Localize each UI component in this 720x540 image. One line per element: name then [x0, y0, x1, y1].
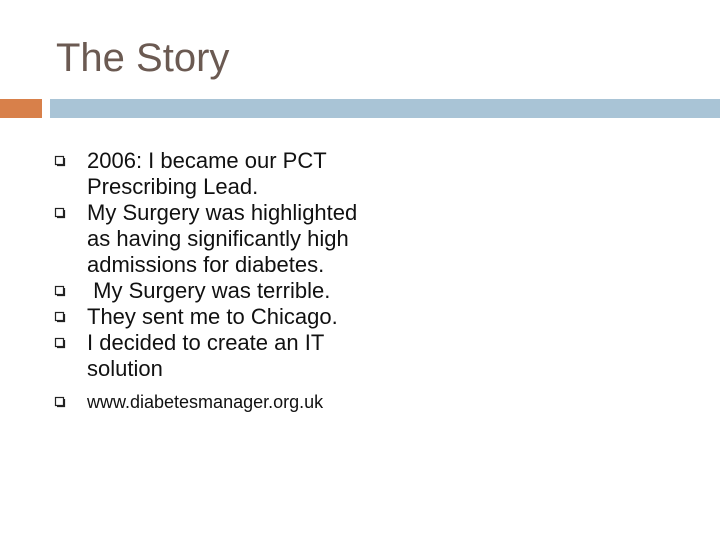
bullet-text: 2006: I became our PCT Prescribing Lead. [87, 148, 327, 199]
hollow-square-bullet-icon [54, 155, 66, 167]
hollow-square-bullet-icon [54, 337, 66, 349]
sub-bullet-item [54, 391, 384, 413]
bullet-item [54, 304, 384, 330]
bullet-list [54, 148, 384, 413]
slide-title: The Story [56, 36, 230, 80]
bullet-text: I decided to create an IT solution [87, 330, 324, 381]
bullet-item [54, 330, 384, 382]
hollow-square-bullet-icon [54, 311, 66, 323]
bullet-text: My Surgery was highlighted as having significantly high admissions for diabetes. [87, 200, 358, 277]
bullet-text: My Surgery was terrible. [87, 278, 331, 303]
bullet-text: They sent me to Chicago. [87, 304, 338, 329]
hollow-square-bullet-icon [54, 396, 66, 408]
website-url-text: www.diabetesmanager.org.uk [87, 392, 324, 412]
hollow-square-bullet-icon [54, 285, 66, 297]
bullet-item [54, 148, 384, 200]
bullet-item [54, 278, 384, 304]
hollow-square-bullet-icon [54, 207, 66, 219]
bullet-item [54, 200, 384, 278]
title-rule-accent [0, 99, 42, 118]
title-rule-bar [50, 99, 720, 118]
